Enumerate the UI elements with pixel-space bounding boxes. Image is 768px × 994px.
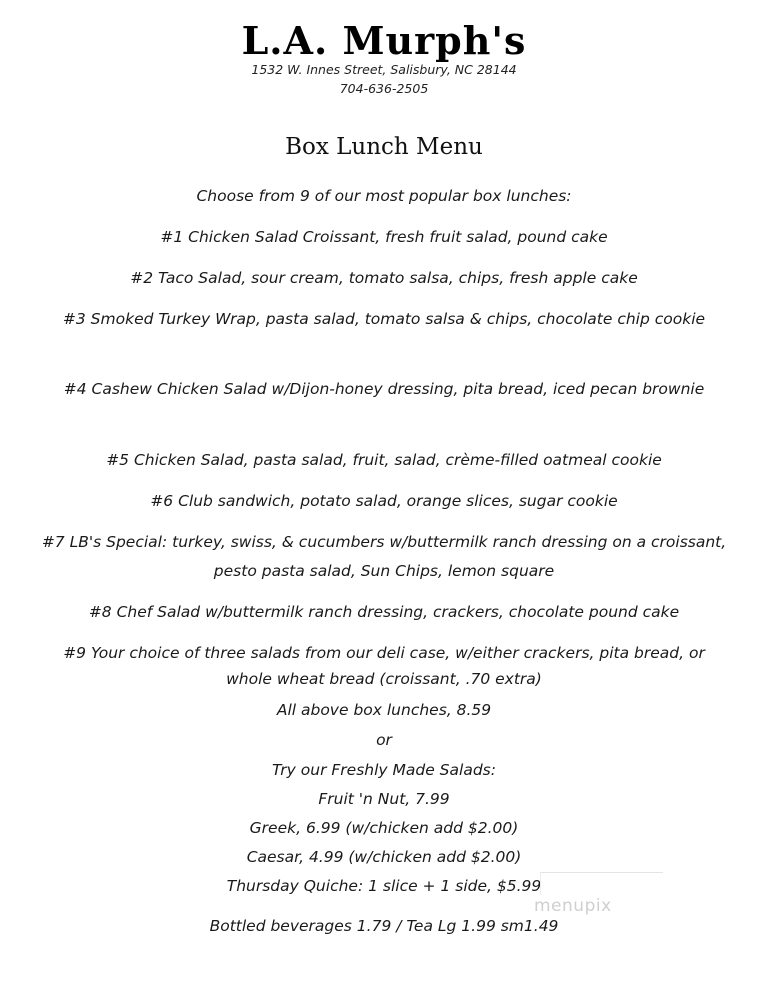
salad-item-4: Thursday Quiche: 1 slice + 1 side, $5.99 <box>226 877 542 895</box>
salad-item-1: Fruit 'n Nut, 7.99 <box>318 790 450 808</box>
beverages-line: Bottled beverages 1.79 / Tea Lg 1.99 sm1.49 <box>209 917 559 935</box>
salad-item-3: Caesar, 4.99 (w/chicken add $2.00) <box>246 848 522 866</box>
menu-intro: Choose from 9 of our most popular box lunches: <box>196 187 572 205</box>
menu-title: Box Lunch Menu <box>285 134 483 160</box>
salad-item-2: Greek, 6.99 (w/chicken add $2.00) <box>249 819 519 837</box>
menu-item-8: #8 Chef Salad w/buttermilk ranch dressing, crackers, chocolate pound cake <box>88 603 680 621</box>
restaurant-phone: 704-636-2505 <box>339 81 429 96</box>
restaurant-name: L.A. Murph's <box>241 18 527 63</box>
watermark-frame <box>540 872 663 895</box>
menu-item-2: #2 Taco Salad, sour cream, tomato salsa, chips, fresh apple cake <box>130 269 638 287</box>
menu-item-5: #5 Chicken Salad, pasta salad, fruit, salad, crème-filled oatmeal cookie <box>106 451 662 469</box>
restaurant-address: 1532 W. Innes Street, Salisbury, NC 28144 <box>251 62 517 77</box>
menu-item-4: #4 Cashew Chicken Salad w/Dijon-honey dressing, pita bread, iced pecan brownie <box>63 380 705 398</box>
menu-item-6: #6 Club sandwich, potato salad, orange slices, sugar cookie <box>150 492 618 510</box>
box-lunch-price: All above box lunches, 8.59 <box>276 701 492 719</box>
menu-item-3: #3 Smoked Turkey Wrap, pasta salad, tomato salsa & chips, chocolate chip cookie <box>62 310 706 328</box>
menu-item-9: #9 Your choice of three salads from our deli case, w/either crackers, pita bread, or whole wheat bread (croissant, .70 extra) <box>63 644 705 688</box>
menu-item-1: #1 Chicken Salad Croissant, fresh fruit salad, pound cake <box>160 228 608 246</box>
watermark-text: menupix <box>534 896 612 916</box>
menu-or: or <box>376 731 392 749</box>
salads-heading: Try our Freshly Made Salads: <box>272 761 496 779</box>
menu-item-7: #7 LB's Special: turkey, swiss, & cucumbers w/buttermilk ranch dressing on a croissant, pesto pasta salad, Sun Chips, lemon square <box>41 533 727 580</box>
